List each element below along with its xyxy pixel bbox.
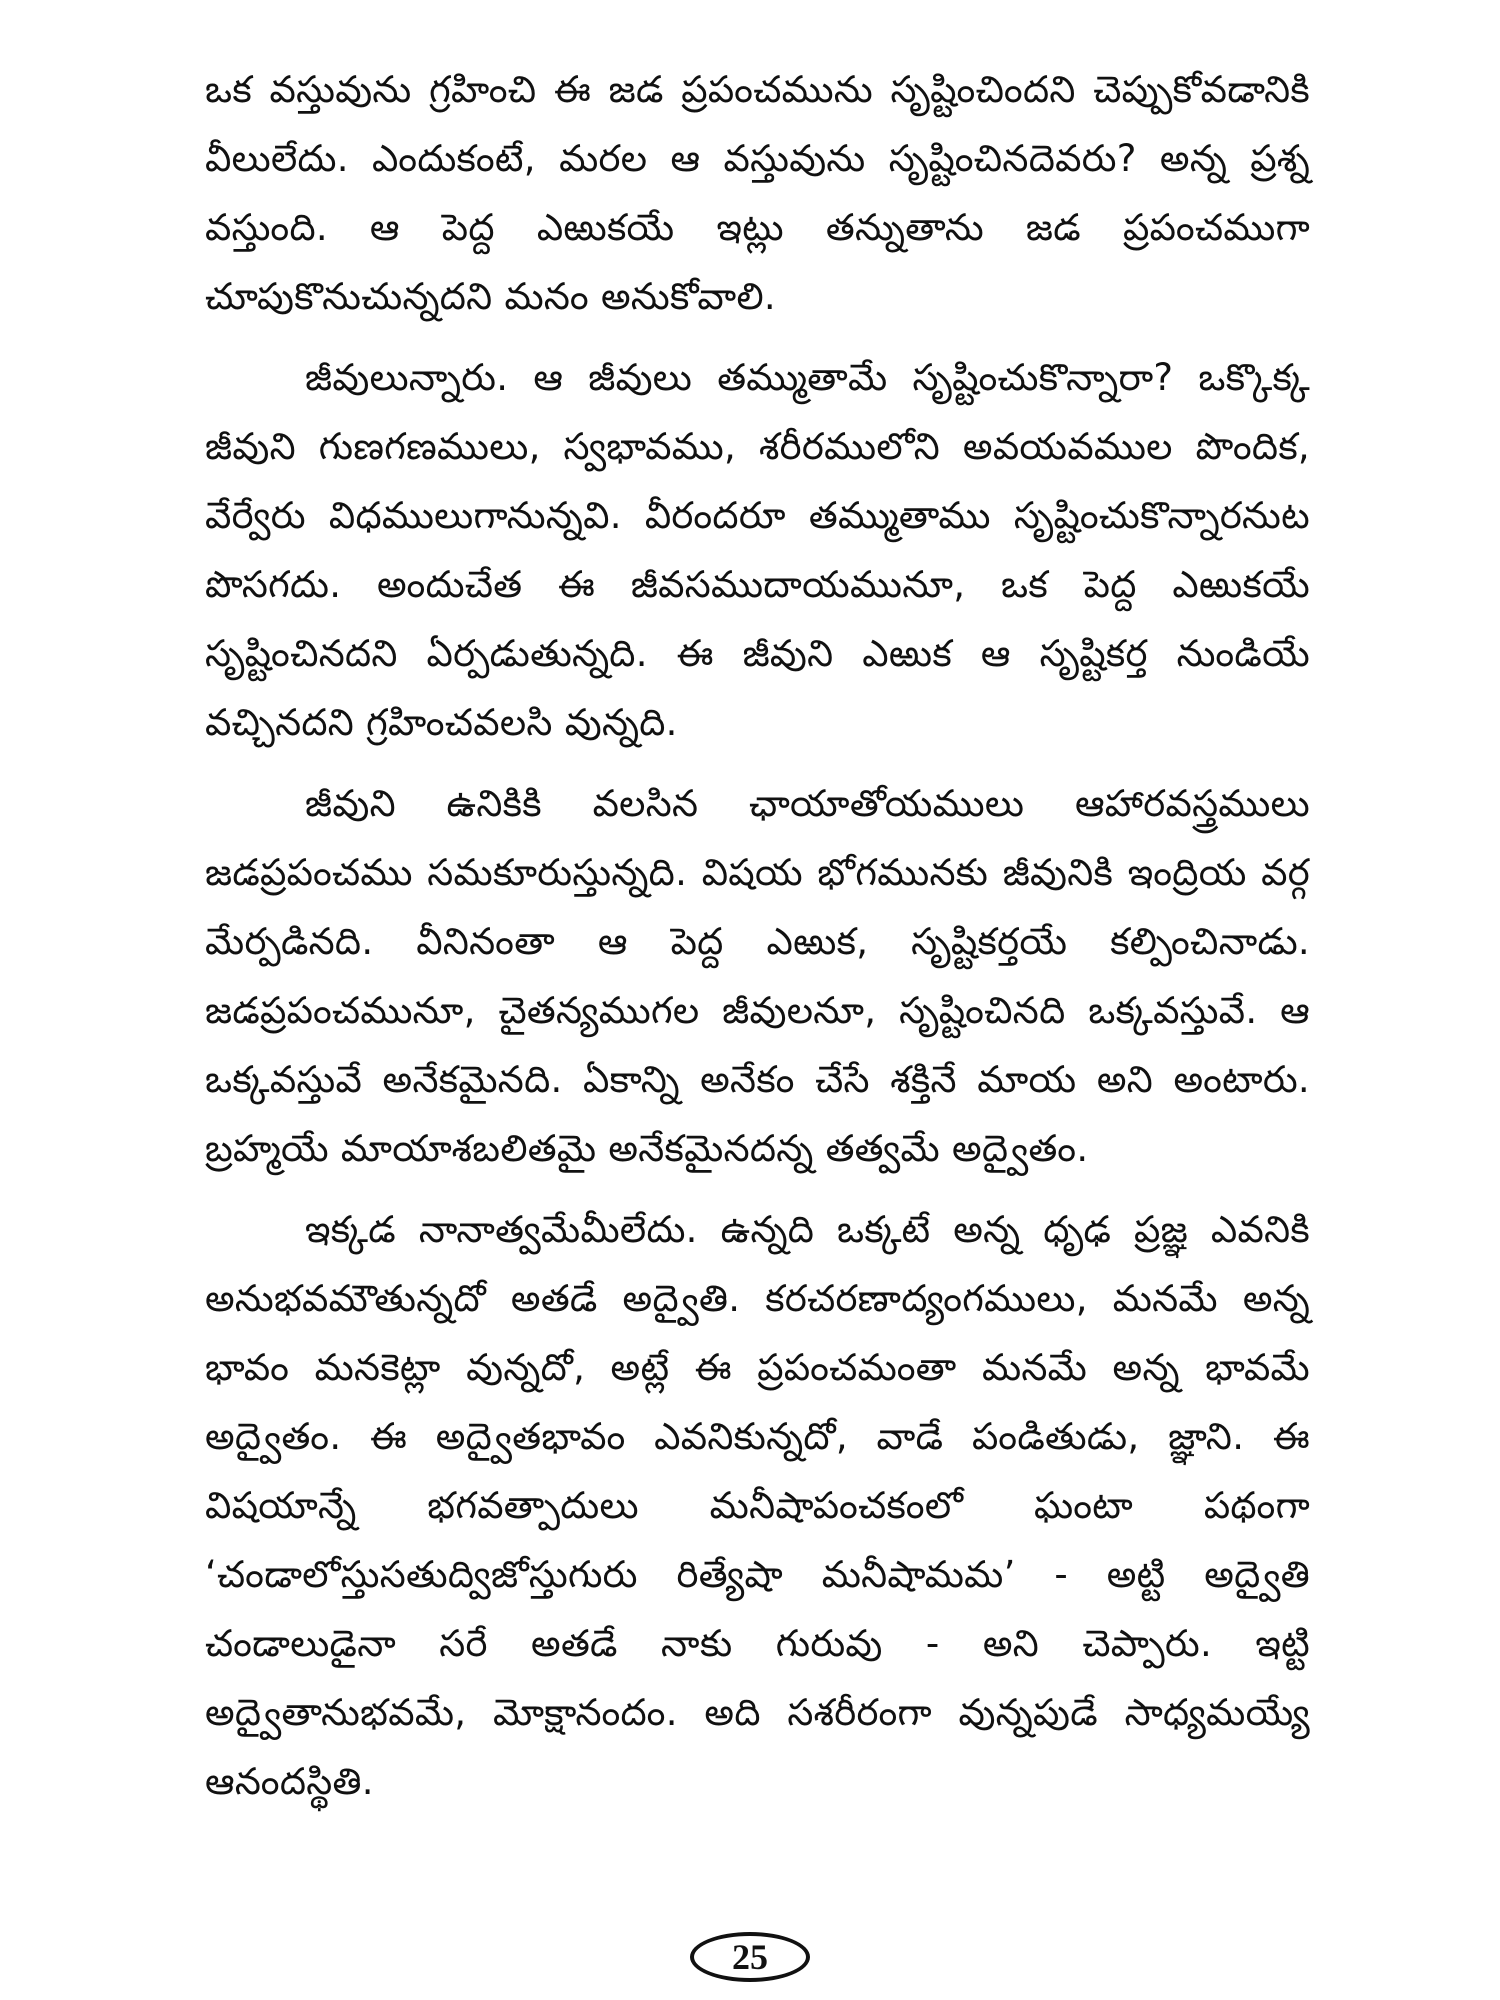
- paragraph-1: ఒక వస్తువును గ్రహించి ఈ జడ ప్రపంచమును సృష్టించిందని చెప్పుకోవడానికి వీలులేదు. ఎందుకంటే, మరల ఆ వస్తువును సృష్టించినదెవరు? అన్న ప్రశ్న వస్తుంది. ఆ పెద్ద ఎఱుకయే ఇట్లు తన్నుతాను జడ ప్రపంచముగా చూపుకొనుచున్నదని మనం అనుకోవాలి.: [205, 68, 1310, 318]
- paragraph-2: జీవులున్నారు. ఆ జీవులు తమ్ముతామే సృష్టించుకొన్నారా? ఒక్కొక్క జీవుని గుణగణములు, స్వభావము, శరీరములోని అవయవముల పొందిక, వేర్వేరు విధములుగానున్నవి. వీరందరూ తమ్ముతాము సృష్టించుకొన్నారనుట పొసగదు. అందుచేత ఈ జీవసముదాయమునూ, ఒక పెద్ద ఎఱుకయే సృష్టించినదని ఏర్పడుతున్నది. ఈ జీవుని ఎఱుక ఆ సృష్టికర్త నుండియే వచ్చినదని గ్రహించవలసి వున్నది.: [205, 356, 1310, 744]
- page-number: 25: [690, 1932, 810, 1982]
- paragraph-3: జీవుని ఉనికికి వలసిన ఛాయాతోయములు ఆహారవస్త్రములు జడప్రపంచము సమకూరుస్తున్నది. విషయ భోగమునకు జీవునికి ఇంద్రియ వర్గ మేర్పడినది. వీనినంతా ఆ పెద్ద ఎఱుక, సృష్టికర్తయే కల్పించినాడు. జడప్రపంచమునూ, చైతన్యముగల జీవులనూ, సృష్టించినది ఒక్కవస్తువే. ఆ ఒక్కవస్తువే అనేకమైనది. ఏకాన్ని అనేకం చేసే శక్తినే మాయ అని అంటారు. బ్రహ్మయే మాయాశబలితమై అనేకమైనదన్న తత్వమే అద్వైతం.: [205, 782, 1310, 1170]
- paragraph-4: ఇక్కడ నానాత్వమేమీలేదు. ఉన్నది ఒక్కటే అన్న ధృఢ ప్రజ్ఞ ఎవనికి అనుభవమౌతున్నదో అతడే అద్వైతి. కరచరణాద్యంగములు, మనమే అన్న భావం మనకెట్లా వున్నదో, అట్లే ఈ ప్రపంచమంతా మనమే అన్న భావమే అద్వైతం. ఈ అద్వైతభావం ఎవనికున్నదో, వాడే పండితుడు, జ్ఞాని. ఈ విషయాన్నే భగవత్పాదులు మనీషాపంచకంలో ఘంటా పథంగా ‘చండాలోస్తుసతుద్విజోస్తుగురు రిత్యేషా మనీషామమ’ - అట్టి అద్వైతి చండాలుడైనా సరే అతడే నాకు గురువు - అని చెప్పారు. ఇట్టి అద్వైతానుభవమే, మోక్షానందం. అది సశరీరంగా వున్నపుడే సాధ్యమయ్యే ఆనందస్థితి.: [205, 1208, 1310, 1803]
- page-body: [205, 55, 1310, 1915]
